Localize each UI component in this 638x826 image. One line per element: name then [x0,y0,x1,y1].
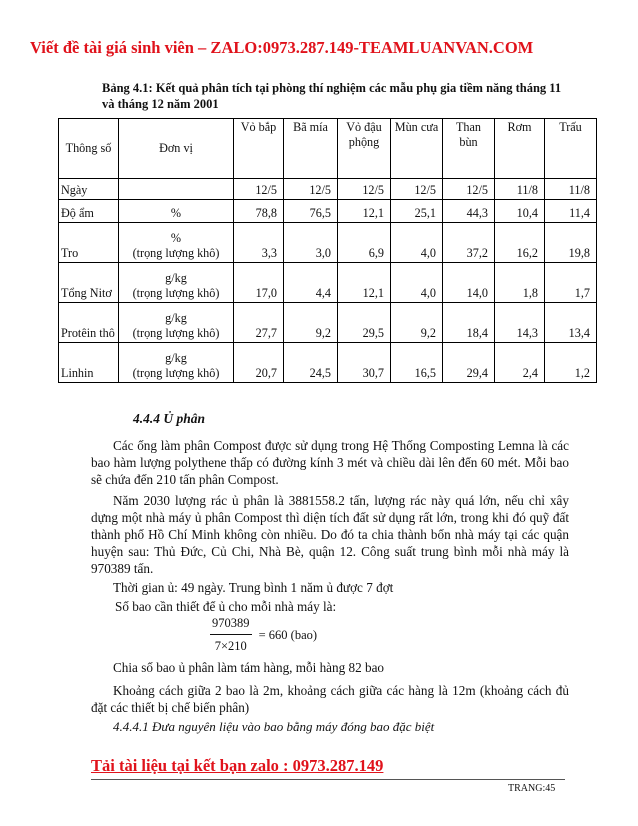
cell: 3,0 [284,223,338,263]
cell: 9,2 [284,303,338,343]
row-param: Linhin [59,343,119,383]
footer-divider [91,779,565,780]
cell: 11/8 [495,179,545,200]
cell: 9,2 [391,303,443,343]
row-param: Protêin thô [59,303,119,343]
header-col: Than bùn [443,119,495,179]
header-col: Rơm [495,119,545,179]
row-param: Độ ẩm [59,200,119,223]
row-unit: g/kg (trọng lượng khô) [119,343,234,383]
row-param: Ngày [59,179,119,200]
page-number: TRANG:45 [508,783,556,794]
table-row [59,179,597,200]
row-unit: % (trọng lượng khô) [119,223,234,263]
cell: 16,2 [495,223,545,263]
cell: 12/5 [443,179,495,200]
cell: 13,4 [545,303,597,343]
table-row [59,223,597,263]
cell: 76,5 [284,200,338,223]
line-bag-rows: Chia số bao ủ phân làm tám hàng, mỗi hàng 82 bao [113,660,385,675]
cell: 78,8 [234,200,284,223]
subsection-heading: 4.4.4.1 Đưa nguyên liệu vào bao bằng máy đóng bao đặc biệt [113,719,435,734]
cell: 2,4 [495,343,545,383]
header-col: Mùn cưa [391,119,443,179]
cell: 20,7 [234,343,284,383]
cell: 12,1 [338,200,391,223]
cell: 12/5 [284,179,338,200]
cell: 11,4 [545,200,597,223]
cell: 4,4 [284,263,338,303]
table-row [59,303,597,343]
line-bags-needed: Số bao cần thiết để ủ cho mỗi nhà máy là: [115,599,337,614]
cell: 44,3 [443,200,495,223]
header-col: Vỏ bắp [234,119,284,179]
header-unit: Đơn vị [119,119,234,179]
cell: 29,4 [443,343,495,383]
cell: 4,0 [391,223,443,263]
row-param: Tro [59,223,119,263]
table-row [59,343,597,383]
formula-result: = 660 (bao) [258,627,318,642]
cell: 4,0 [391,263,443,303]
cell: 1,2 [545,343,597,383]
cell: 25,1 [391,200,443,223]
cell: 27,7 [234,303,284,343]
cell: 12/5 [338,179,391,200]
section-heading: 4.4.4 Ủ phân [133,411,206,426]
banner-top-link[interactable]: Viết đề tài giá sinh viên – ZALO:0973.287.149-TEAMLUANVAN.COM [30,38,534,57]
table-header-row [59,119,597,179]
row-unit [119,179,234,200]
bag-count-formula [210,616,317,654]
cell: 10,4 [495,200,545,223]
results-table [58,118,597,383]
paragraph-waste-volume: Năm 2030 lượng rác ủ phân là 3881558.2 tấn, lượng rác này quá lớn, nếu chỉ xây dựng một nhà máy ủ phân Compost thì diện tích đất sử dụng rất lớn, trong khi đó quỹ đất thành phố Hồ Chí Minh không còn nhiều. Do đó ta chia thành bốn nhà máy tại các quận huyện sau: Thủ Đức, Củ Chi, Nhà Bè, quận 12. Công suất trung bình mỗi nhà máy là 970389 tấn. [91,493,569,576]
cell: 1,8 [495,263,545,303]
cell: 12/5 [234,179,284,200]
cell: 6,9 [338,223,391,263]
cell: 17,0 [234,263,284,303]
cell: 37,2 [443,223,495,263]
cell: 11/8 [545,179,597,200]
cell: 29,5 [338,303,391,343]
header-param: Thông số [59,119,119,179]
cell: 14,3 [495,303,545,343]
row-param: Tổng Nitơ [59,263,119,303]
cell: 3,3 [234,223,284,263]
formula-numerator: 970389 [210,616,252,635]
paragraph-bag-spacing: Khoảng cách giữa 2 bao là 2m, khoảng cách giữa các hàng là 12m (khoảng cách đủ đặt các thiết bị chế biến phân) [91,683,569,715]
cell: 30,7 [338,343,391,383]
row-unit: % [119,200,234,223]
formula-denominator: 7×210 [214,639,247,653]
line-composting-time: Thời gian ủ: 49 ngày. Trung bình 1 năm ủ được 7 đợt [113,580,394,595]
cell: 19,8 [545,223,597,263]
banner-bottom-link[interactable]: Tải tài liệu tại kết bạn zalo : 0973.287.149 [91,756,384,775]
table-caption: Bảng 4.1: Kết quả phân tích tại phòng thí nghiệm các mẫu phụ gia tiềm năng tháng 11 và tháng 12 năm 2001 [102,81,562,111]
row-unit: g/kg (trọng lượng khô) [119,263,234,303]
cell: 14,0 [443,263,495,303]
cell: 18,4 [443,303,495,343]
header-col: Bã mía [284,119,338,179]
table-row [59,263,597,303]
header-col: Trấu [545,119,597,179]
paragraph-compost-tubes: Các ống làm phân Compost được sử dụng trong Hệ Thống Composting Lemna là các bao hàm lượng polythene thấp có đường kính 3 mét và chiều dài lên đến 60 mét. Mỗi bao sẽ chứa đến 210 tấn phân Compost. [91,438,569,487]
formula-fraction [210,616,252,654]
cell: 12,1 [338,263,391,303]
cell: 12/5 [391,179,443,200]
cell: 24,5 [284,343,338,383]
table-row [59,200,597,223]
cell: 16,5 [391,343,443,383]
row-unit: g/kg (trọng lượng khô) [119,303,234,343]
header-col: Vỏ đậu phộng [338,119,391,179]
cell: 1,7 [545,263,597,303]
